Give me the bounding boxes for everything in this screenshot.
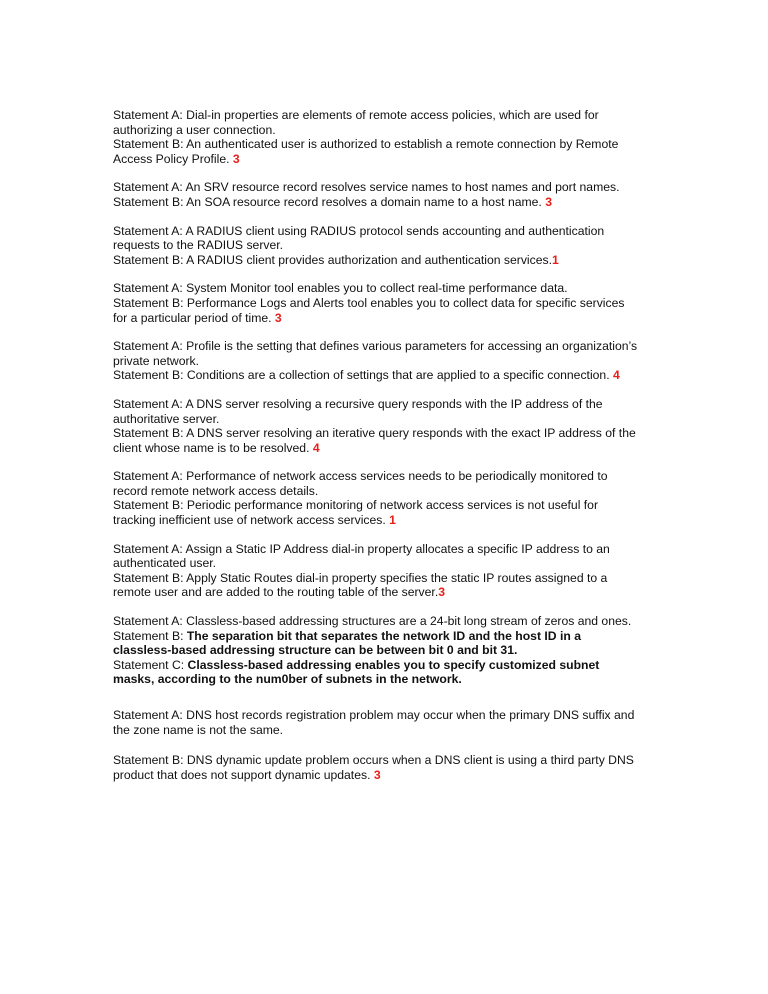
statement-line: [113, 311, 661, 326]
answer-number: 3: [545, 194, 552, 209]
statement-text: tracking inefficient use of network access services.: [113, 513, 386, 528]
statement-line: record remote network access details.: [113, 483, 319, 498]
statement-line: authoritative server.: [113, 411, 220, 426]
statement-label: Statement B:: [113, 628, 187, 643]
statement-line: Statement B: A DNS server resolving an iterative query responds with the exact IP address of the: [113, 426, 636, 441]
question-block: [113, 469, 661, 527]
bold-statement-line: masks, according to the num0ber of subnets in the network.: [113, 672, 462, 687]
question-block: [113, 339, 661, 383]
statement-line: Statement B: Periodic performance monitoring of network access services is not useful for: [113, 498, 599, 513]
statement-line: authenticated user.: [113, 556, 216, 571]
statement-line: [113, 441, 661, 456]
statement-line: requests to the RADIUS server.: [113, 238, 284, 253]
statement-line: Statement B: Performance Logs and Alerts tool enables you to collect data for specific services: [113, 295, 625, 310]
bold-statement-line: classless-based addressing structure can be between bit 0 and bit 31.: [113, 643, 518, 658]
question-list: [113, 108, 661, 782]
question-block: [113, 180, 661, 209]
statement-text: Access Policy Profile.: [113, 151, 230, 166]
statement-line: authorizing a user connection.: [113, 122, 276, 137]
statement-line: Statement A: A DNS server resolving a recursive query responds with the IP address of the: [113, 396, 603, 411]
statement-line: [113, 585, 661, 600]
statement-line: Statement A: Dial-in properties are elements of remote access policies, which are used for: [113, 108, 599, 122]
answer-number: 1: [552, 252, 559, 267]
statement-text: client whose name is to be resolved.: [113, 440, 310, 455]
statement-line: [113, 629, 661, 644]
question-block: [113, 542, 661, 600]
statement-line: Statement B: DNS dynamic update problem occurs when a DNS client is using a third party DNS: [113, 753, 634, 768]
statement-text: Statement B: A RADIUS client provides authorization and authentication services.: [113, 252, 552, 267]
statement-text: product that does not support dynamic updates.: [113, 767, 371, 782]
answer-number: 4: [612, 368, 620, 383]
statement-line: [113, 368, 661, 383]
statement-line: [113, 768, 661, 783]
statement-line: [113, 195, 661, 210]
question-block: [113, 397, 661, 455]
bold-statement-text: Classless-based addressing enables you to specify customized subnet: [187, 657, 600, 672]
statement-text: Statement B: An SOA resource record resolves a domain name to a host name.: [113, 194, 542, 209]
statement-line: the zone name is not the same.: [113, 722, 284, 737]
statement-line: Statement A: Assign a Static IP Address dial-in property allocates a specific IP address to an: [113, 541, 610, 556]
statement-text: remote user and are added to the routing table of the server.: [113, 585, 439, 600]
statement-line: Statement A: Profile is the setting that defines various parameters for accessing an organization’s: [113, 339, 638, 354]
question-block: [113, 708, 661, 737]
statement-line: [113, 152, 661, 167]
statement-line: Statement B: An authenticated user is authorized to establish a remote connection by Remote: [113, 137, 619, 152]
statement-line: private network.: [113, 353, 200, 368]
statement-line: Statement A: DNS host records registration problem may occur when the primary DNS suffix and: [113, 708, 635, 722]
statement-line: [113, 253, 661, 268]
statement-text: for a particular period of time.: [113, 310, 272, 325]
statement-line: Statement A: System Monitor tool enables you to collect real-time performance data.: [113, 281, 568, 296]
question-block: [113, 281, 661, 325]
statement-text: Statement B: Conditions are a collection of settings that are applied to a specific connection.: [113, 368, 610, 383]
statement-line: Statement A: Performance of network access services needs to be periodically monitored to: [113, 469, 608, 484]
statement-line: [113, 658, 661, 673]
answer-number: 1: [389, 513, 396, 528]
statement-line: Statement A: Classless-based addressing structures are a 24-bit long stream of zeros and ones.: [113, 614, 632, 629]
statement-line: Statement A: An SRV resource record resolves service names to host names and port names.: [113, 180, 620, 195]
question-block: [113, 224, 661, 268]
answer-number: 4: [312, 440, 320, 455]
bold-statement-text: The separation bit that separates the network ID and the host ID in a: [186, 628, 581, 643]
answer-number: 3: [438, 585, 445, 600]
question-block: [113, 108, 661, 166]
statement-line: Statement B: Apply Static Routes dial-in property specifies the static IP routes assigned to a: [113, 570, 608, 585]
question-block: [113, 614, 661, 687]
statement-line: [113, 513, 661, 528]
answer-number: 3: [274, 310, 282, 325]
answer-number: 3: [232, 151, 240, 166]
question-block: [113, 753, 661, 782]
statement-label: Statement C:: [113, 657, 188, 672]
statement-line: Statement A: A RADIUS client using RADIUS protocol sends accounting and authentication: [113, 223, 605, 238]
answer-number: 3: [373, 767, 381, 782]
